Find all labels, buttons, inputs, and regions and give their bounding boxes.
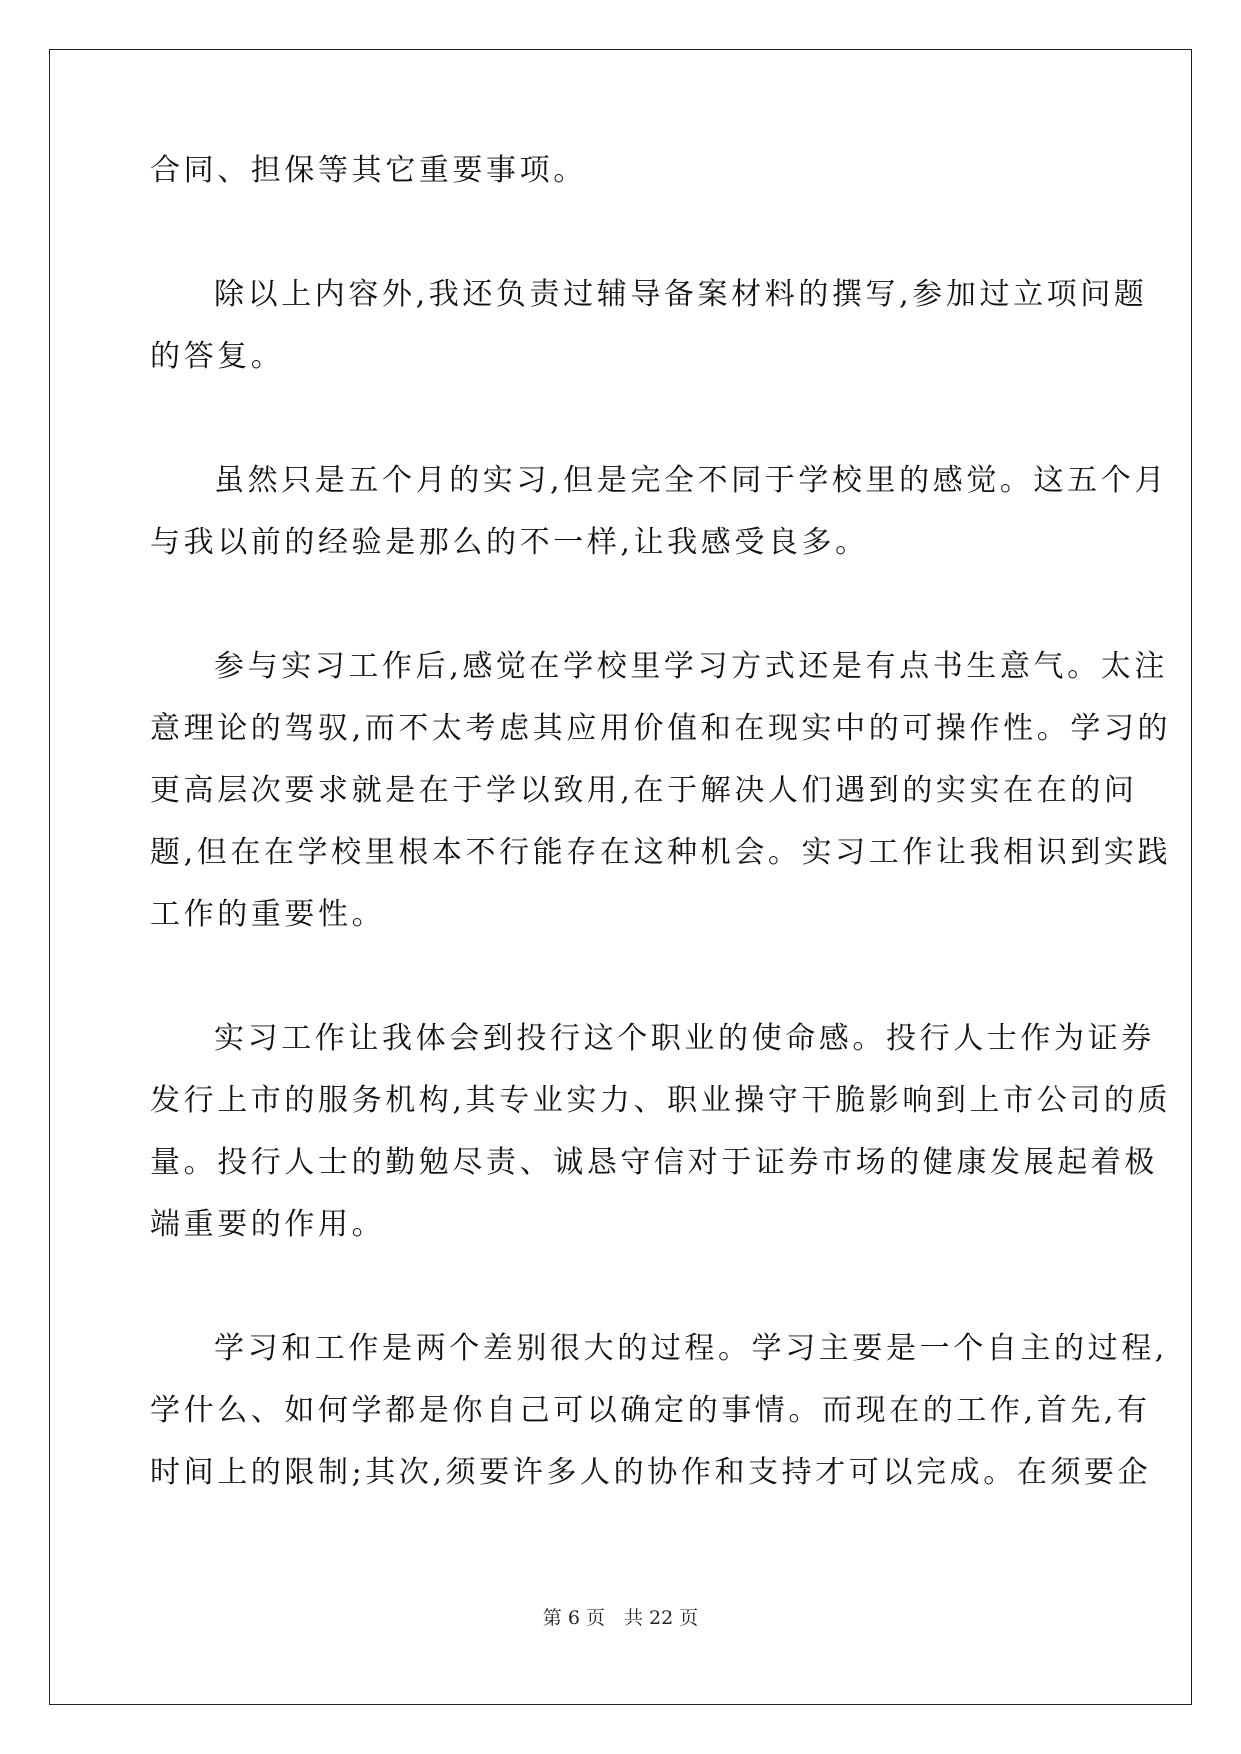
text-line: 工作的重要性。: [150, 897, 386, 932]
paragraph-first-line: 参与实习工作后,感觉在学校里学习方式还是有点书生意气。太注: [214, 649, 1168, 684]
blank-line: [150, 946, 1090, 1008]
blank-line: [150, 388, 1090, 450]
paragraph-first-line: 除以上内容外,我还负责过辅导备案材料的撰写,参加过立项问题: [214, 277, 1148, 312]
text-line: 学什么、如何学都是你自己可以确定的事情。而现在的工作,首先,有: [150, 1393, 1151, 1428]
text-line: 题,但在在学校里根本不行能存在这种机会。实习工作让我相识到实践: [150, 835, 1172, 870]
text-line: 发行上市的服务机构,其专业实力、职业操守干脆影响到上市公司的质: [150, 1083, 1172, 1118]
text-line: 端重要的作用。: [150, 1207, 386, 1242]
paragraph-first-line: 学习和工作是两个差别很大的过程。学习主要是一个自主的过程,: [214, 1331, 1168, 1366]
text-line: 与我以前的经验是那么的不一样,让我感受良多。: [150, 525, 869, 560]
paragraph-first-line: 实习工作让我体会到投行这个职业的使命感。投行人士作为证券: [214, 1021, 1155, 1056]
document-body: [150, 140, 1172, 1504]
blank-line: [150, 1256, 1090, 1318]
text-line: 量。投行人士的勤勉尽责、诚恳守信对于证券市场的健康发展起着极: [150, 1145, 1158, 1180]
blank-line: [150, 574, 1090, 636]
text-line: 意理论的驾驭,而不太考虑其应用价值和在现实中的可操作性。学习的: [150, 711, 1172, 746]
paragraph-first-line: 虽然只是五个月的实习,但是完全不同于学校里的感觉。这五个月: [214, 463, 1168, 498]
text-line: 合同、担保等其它重要事项。: [150, 153, 587, 188]
page-number-footer: 第 6 页 共 22 页: [542, 1607, 699, 1629]
blank-line: [150, 202, 1090, 264]
text-line: 的答复。: [150, 339, 285, 374]
text-line: 更高层次要求就是在于学以致用,在于解决人们遇到的实实在在的问: [150, 773, 1138, 808]
text-line: 时间上的限制;其次,须要许多人的协作和支持才可以完成。在须要企: [150, 1455, 1152, 1490]
